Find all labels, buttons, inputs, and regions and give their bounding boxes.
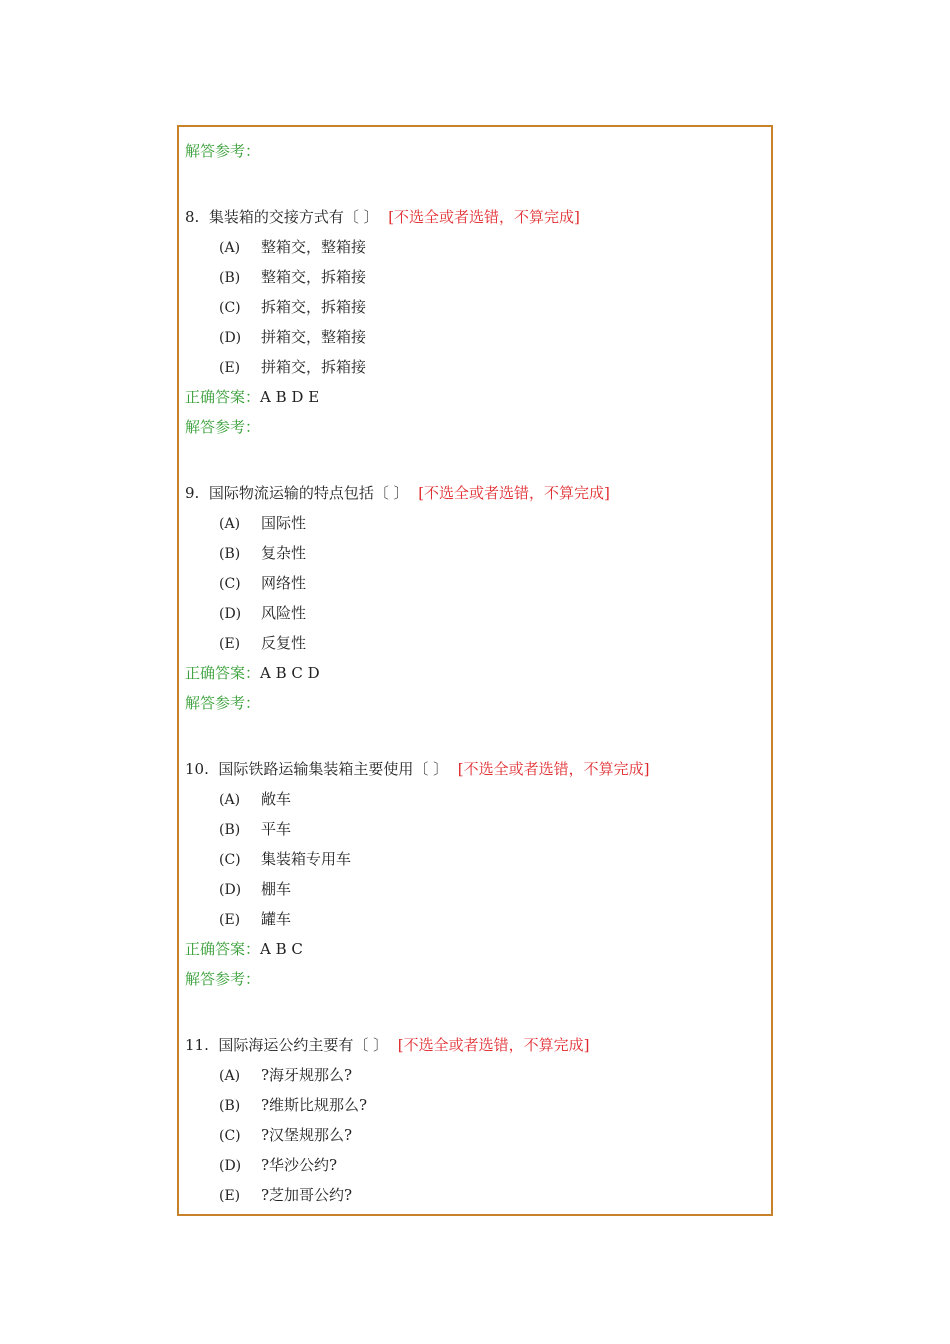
option-text: 棚车 <box>261 880 292 898</box>
answer-value: A B C <box>260 940 303 958</box>
answer-label: 正确答案： <box>185 388 261 406</box>
option-letter: (C) <box>219 852 241 868</box>
question-8 <box>185 207 580 227</box>
option-c <box>219 573 306 594</box>
option-letter: (B) <box>219 546 241 562</box>
question-text: 国际海运公约主要有〔 〕 <box>218 1036 389 1054</box>
option-letter: (D) <box>219 1158 242 1174</box>
question-note: [不选全或者选错，不算完成] <box>418 484 610 502</box>
option-d <box>219 327 366 348</box>
option-a <box>219 237 366 258</box>
question-11 <box>185 1035 589 1055</box>
option-letter: (A) <box>219 240 241 256</box>
option-text: 敞车 <box>261 790 292 808</box>
option-d <box>219 879 291 900</box>
option-b <box>219 819 291 840</box>
option-text: 风险性 <box>261 604 307 622</box>
question-note: [不选全或者选错，不算完成] <box>457 760 650 778</box>
option-c <box>219 297 366 318</box>
option-text: 反复性 <box>261 634 307 652</box>
option-e <box>219 633 306 654</box>
option-b <box>219 543 306 564</box>
question-text: 国际物流运输的特点包括〔 〕 <box>208 484 409 502</box>
option-e <box>219 1185 352 1206</box>
option-letter: (A) <box>219 792 241 808</box>
question-10 <box>185 759 649 779</box>
option-text: 拼箱交，整箱接 <box>261 328 367 346</box>
option-text: ?华沙公约? <box>261 1156 338 1174</box>
question-number: 11. <box>185 1036 209 1054</box>
option-letter: (A) <box>219 516 241 532</box>
option-text: 平车 <box>261 820 292 838</box>
option-b <box>219 1095 367 1116</box>
option-text: ?汉堡规那么? <box>261 1126 353 1144</box>
option-letter: (D) <box>219 882 242 898</box>
option-e <box>219 909 291 930</box>
answer-label: 正确答案： <box>185 664 261 682</box>
option-c <box>219 849 351 870</box>
option-text: 国际性 <box>261 514 307 532</box>
correct-answer <box>185 387 319 407</box>
option-letter: (A) <box>219 1068 241 1084</box>
option-text: ?维斯比规那么? <box>261 1096 368 1114</box>
answer-value: A B C D <box>260 664 320 682</box>
question-text: 集装箱的交接方式有〔 〕 <box>208 208 379 226</box>
option-letter: (B) <box>219 270 241 286</box>
option-a <box>219 513 306 534</box>
option-text: 拆箱交，拆箱接 <box>261 298 367 316</box>
question-note: [不选全或者选错，不算完成] <box>388 208 580 226</box>
option-a <box>219 789 291 810</box>
question-number: 9. <box>185 484 200 502</box>
analysis-label: 解答参考： <box>185 970 261 988</box>
option-b <box>219 267 366 288</box>
question-9 <box>185 483 610 503</box>
option-letter: (C) <box>219 300 241 316</box>
answer-label: 正确答案： <box>185 940 261 958</box>
option-text: 集装箱专用车 <box>261 850 352 868</box>
option-letter: (E) <box>219 912 241 928</box>
option-letter: (E) <box>219 636 241 652</box>
question-number: 10. <box>185 760 209 778</box>
option-letter: (C) <box>219 576 241 592</box>
question-number: 8. <box>185 208 200 226</box>
option-letter: (D) <box>219 330 242 346</box>
question-note: [不选全或者选错，不算完成] <box>397 1036 590 1054</box>
correct-answer <box>185 663 320 683</box>
option-d <box>219 1155 337 1176</box>
option-c <box>219 1125 352 1146</box>
question-text: 国际铁路运输集装箱主要使用〔 〕 <box>218 760 449 778</box>
option-text: 网络性 <box>261 574 307 592</box>
option-text: ?芝加哥公约? <box>261 1186 353 1204</box>
option-text: ?海牙规那么? <box>261 1066 353 1084</box>
option-letter: (E) <box>219 1188 241 1204</box>
option-text: 整箱交，拆箱接 <box>261 268 367 286</box>
analysis-label: 解答参考： <box>185 418 261 436</box>
option-a <box>219 1065 352 1086</box>
option-text: 拼箱交，拆箱接 <box>261 358 367 376</box>
option-letter: (E) <box>219 360 241 376</box>
option-letter: (B) <box>219 1098 241 1114</box>
analysis-label: 解答参考： <box>185 142 261 160</box>
option-e <box>219 357 366 378</box>
option-letter: (C) <box>219 1128 241 1144</box>
option-text: 复杂性 <box>261 544 307 562</box>
option-text: 整箱交，整箱接 <box>261 238 367 256</box>
option-letter: (D) <box>219 606 242 622</box>
answer-value: A B D E <box>260 388 320 406</box>
option-letter: (B) <box>219 822 241 838</box>
analysis-label: 解答参考： <box>185 694 261 712</box>
correct-answer <box>185 939 303 959</box>
option-text: 罐车 <box>261 910 292 928</box>
option-d <box>219 603 306 624</box>
